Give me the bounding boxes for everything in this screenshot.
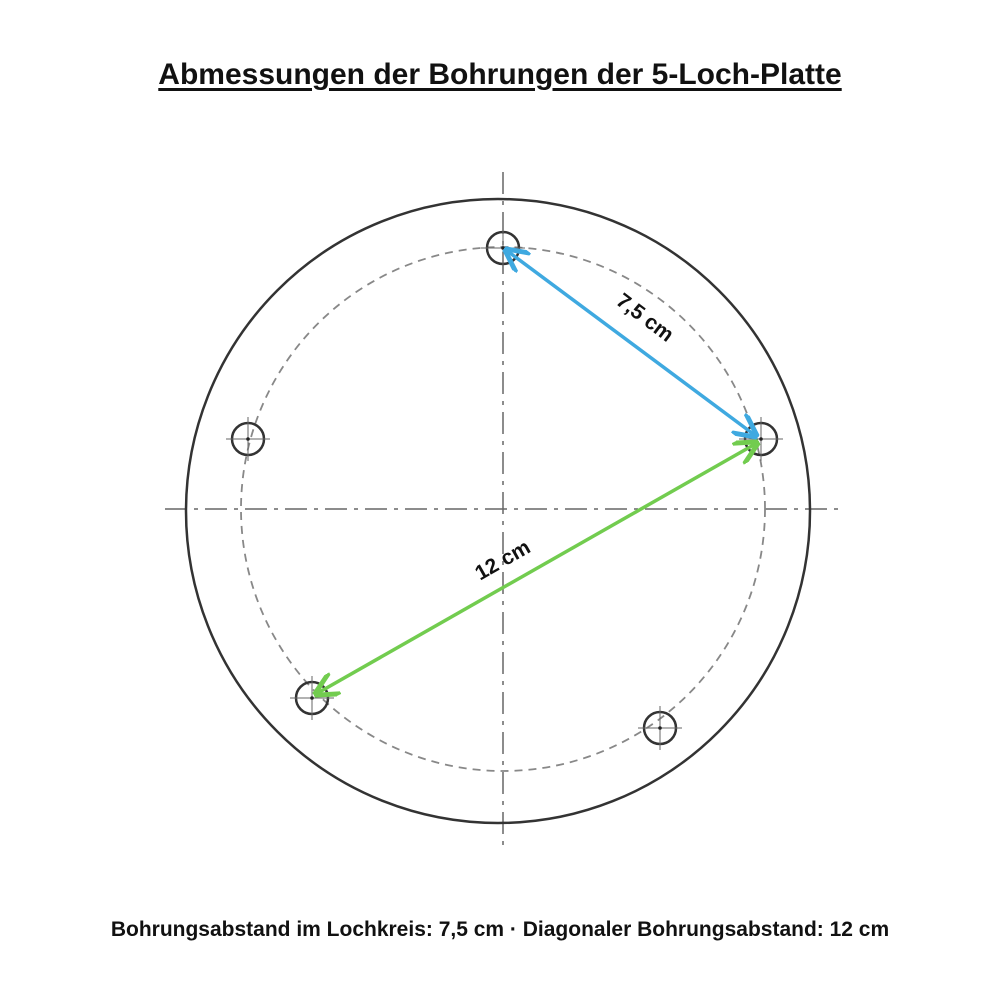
dimension-arrow-adjacent [506,250,756,436]
hole-bottom-right [638,706,682,750]
dimension-label-adjacent: 7,5 cm [611,288,678,347]
hole-bottom-left [290,676,334,720]
hole-top [481,226,525,270]
diagram-caption: Bohrungsabstand im Lochkreis: 7,5 cm · Diagonaler Bohrungsabstand: 12 cm [110,918,890,941]
plate-outline [186,199,810,823]
diagram-title: Abmessungen der Bohrungen der 5-Loch-Platte [158,58,842,91]
dimension-arrow-diagonal [316,443,757,694]
dimension-label-diagonal: 12 cm [471,535,535,586]
hole-left [226,417,270,461]
hole-right [739,417,783,461]
